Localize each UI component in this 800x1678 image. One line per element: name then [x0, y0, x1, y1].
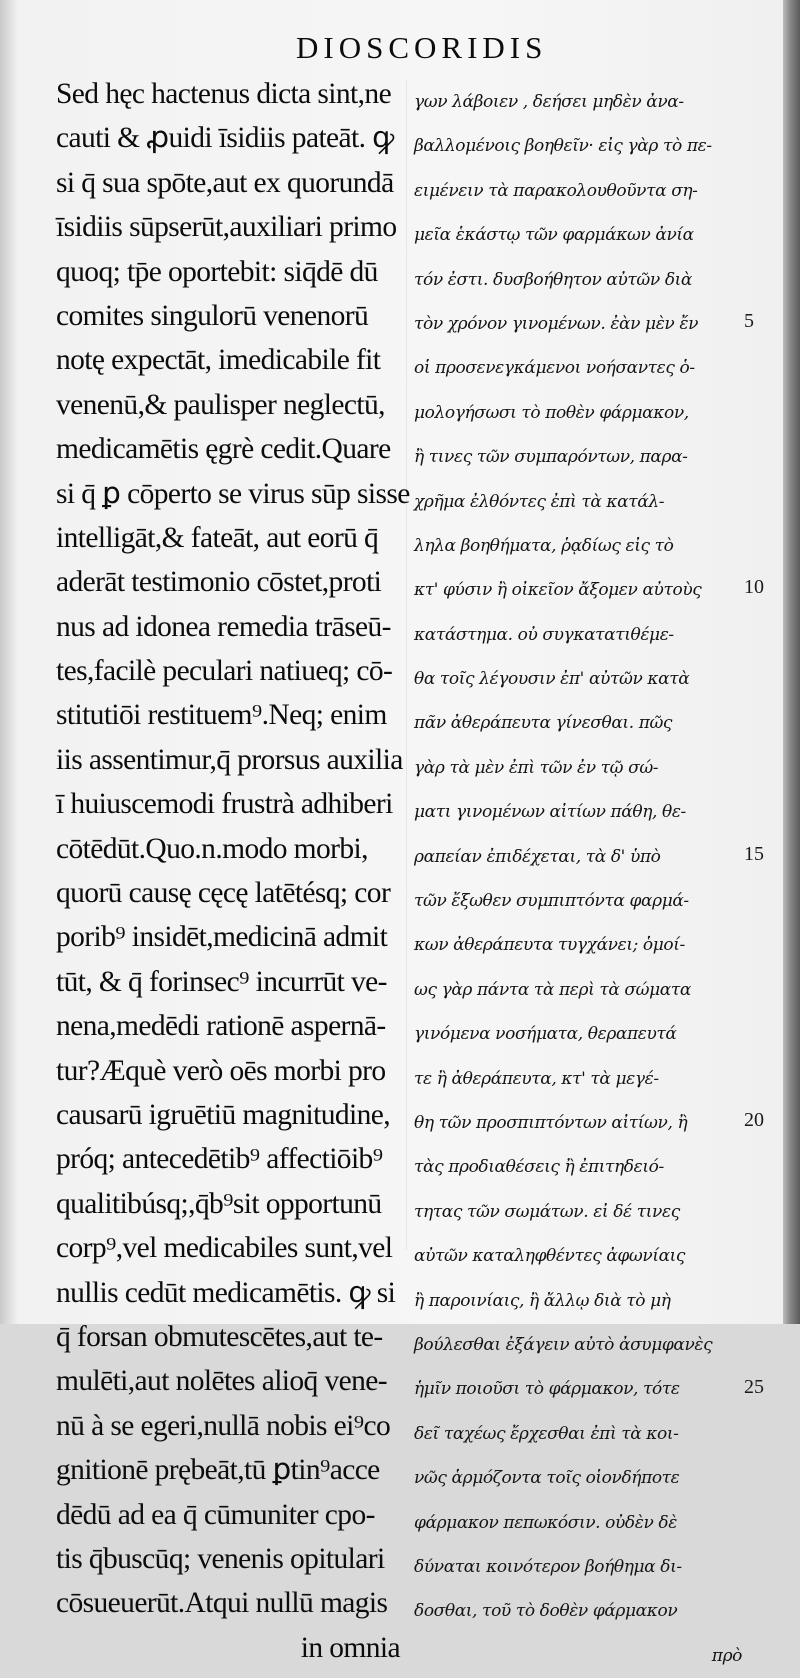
margin-line-number: 25: [744, 1375, 764, 1398]
latin-text-line: gnitionē prębeāt,tū ꝑtin⁹acce: [56, 1454, 380, 1487]
latin-text-line: ī huiuscemodi frustrà adhiberi: [56, 788, 393, 821]
latin-text-line: nū à se egeri,nullā nobis ei⁹co: [56, 1409, 391, 1442]
latin-text-line: aderāt testimonio cōstet,proti: [56, 566, 382, 599]
latin-text-line: próq; antecedētib⁹ affectiōib⁹: [56, 1143, 383, 1176]
greek-text-line: ἡμῖν ποιοῦσι τὸ φάρμακον, τότε: [414, 1379, 680, 1400]
page-edge: [783, 0, 800, 1324]
latin-text-line: cauti & ꝓuidi īsidiis pateāt. ꝙ: [56, 122, 394, 155]
latin-text-line: corp⁹,vel medicabiles sunt,vel: [56, 1232, 393, 1265]
greek-text-line: κτ' φύσιν ἢ οἰκεῖον ἄξομεν αὐτοὺς: [414, 580, 702, 601]
greek-text-line: μολογήσωσι τὸ ποθὲν φάρμακον,: [414, 402, 689, 423]
greek-text-line: γινόμενα νοσήματα, θεραπευτά: [414, 1024, 677, 1045]
greek-text-line: τόν ἐστι. δυσβοήθητον αὐτῶν διὰ: [414, 269, 693, 290]
margin-line-number: 20: [744, 1109, 764, 1132]
greek-text-line: ειμένειν τὰ παρακολουθοῦντα ση-: [414, 180, 698, 201]
latin-text-line: tur?Æquè verò oēs morbi pro: [56, 1054, 386, 1087]
greek-text-line: γὰρ τὰ μὲν ἐπὶ τῶν ἐν τῷ σώ-: [414, 757, 659, 778]
latin-text-line: causarū igruētiū magnitudine,: [56, 1098, 391, 1131]
greek-text-line: θη τῶν προσπιπτόντων αἰτίων, ἢ: [414, 1112, 688, 1133]
greek-text-line: νῶς ἁρμόζοντα τοῖς οἱονδήποτε: [414, 1468, 680, 1489]
greek-text-line: βούλεσθαι ἐξάγειν αὐτὸ ἀσυμφανὲς: [414, 1334, 713, 1355]
latin-text-line: si q̄ ꝑ cōperto se virus sūp sisse: [56, 477, 410, 510]
latin-text-line: porib⁹ insidēt,medicinā admit: [56, 921, 388, 954]
greek-text-line: δοσθαι, τοῦ τὸ δοθὲν φάρμακον: [414, 1601, 678, 1622]
greek-text-line: ἢ τινες τῶν συμπαρόντων, παρα-: [414, 447, 688, 468]
greek-text-line: πᾶν ἀθεράπευτα γίνεσθαι. πῶς: [414, 713, 673, 734]
latin-text-line: cōsueuerūt.Atqui nullū magis: [56, 1587, 388, 1620]
latin-text-line: tis q̄buscūq; venenis opitulari: [56, 1542, 385, 1575]
latin-text-line: mulēti,aut nolētes alioq̄ vene-: [56, 1365, 387, 1398]
greek-column: [414, 80, 746, 1678]
latin-text-line: venenū,& paulisper neglectū,: [56, 388, 385, 421]
greek-text-line: τητας τῶν σωμάτων. εἰ δέ τινες: [414, 1201, 680, 1222]
latin-column: [56, 72, 408, 1670]
greek-text-line: ληλα βοηθήματα, ῥᾳδίως εἰς τὸ: [414, 535, 674, 556]
latin-text-line: tūt, & q̄ forinsec⁹ incurrūt ve-: [56, 965, 387, 998]
latin-text-line: medicamētis ęgrè cedit.Quare: [56, 433, 391, 466]
latin-text-line: intelligāt,& fateāt, aut eorū q̄: [56, 521, 379, 554]
latin-text-line: q̄ forsan obmutescētes,aut te-: [56, 1320, 383, 1353]
latin-text-line: quoq; tp̄e oportebit: siq̄dē dū: [56, 255, 378, 288]
margin-line-number: 15: [744, 842, 764, 865]
latin-text-line: nullis cedūt medicamētis. ꝙ si: [56, 1276, 396, 1309]
latin-catchword: in omnia: [300, 1631, 400, 1664]
latin-text-line: stitutiōi restituem⁹.Neq; enim: [56, 699, 387, 732]
latin-text-line: si q̄ sua spōte,aut ex quorundā: [56, 166, 394, 199]
greek-text-line: κατάστημα. οὐ συγκατατιθέμε-: [414, 624, 674, 645]
latin-text-line: notę expectāt, imedicabile fit: [56, 344, 381, 377]
latin-text-line: quorū causę cęcę latētésq; cor: [56, 877, 391, 910]
margin-line-number: 10: [744, 576, 764, 599]
greek-text-line: δεῖ ταχέως ἔρχεσθαι ἐπὶ τὰ κοι-: [414, 1423, 679, 1444]
greek-text-line: δύναται κοινότερον βοήθημα δι-: [414, 1556, 682, 1577]
latin-text-line: nus ad idonea remedia trāseū-: [56, 610, 391, 643]
latin-text-line: Sed hęc hactenus dicta sint,ne: [56, 78, 392, 110]
greek-text-line: ματι γινομένων αἰτίων πάθη, θε-: [414, 802, 686, 823]
latin-text-line: tes,facilè peculari natiueq; cō-: [56, 655, 393, 688]
latin-text-line: nena,medēdi rationē aspernā-: [56, 1010, 386, 1043]
margin-line-number: 5: [744, 310, 754, 332]
greek-catchword: πρὸ: [711, 1645, 742, 1666]
greek-text-line: χρῆμα ἐλθόντες ἐπὶ τὰ κατάλ-: [414, 491, 665, 512]
latin-text-line: cōtēdūt.Quo.n.modo morbi,: [56, 832, 368, 865]
greek-text-line: κων ἀθεράπευτα τυγχάνει; ὁμοί-: [414, 935, 685, 956]
greek-text-line: ως γὰρ πάντα τὰ περὶ τὰ σώματα: [414, 979, 691, 1000]
greek-text-line: φάρμακον πεπωκόσιν. οὐδὲν δὲ: [414, 1512, 677, 1533]
latin-text-line: īsidiis sūpserūt,auxiliari primo: [56, 211, 397, 244]
latin-text-line: dēdū ad ea q̄ cūmuniter cpo-: [56, 1498, 375, 1531]
running-header: DIOSCORIDIS: [296, 30, 548, 65]
greek-text-line: μεῖα ἑκάστῳ τῶν φαρμάκων ἀνία: [414, 225, 694, 246]
greek-text-line: τῶν ἔξωθεν συμπιπτόντα φαρμά-: [414, 891, 689, 912]
greek-text-line: θα τοῖς λέγουσιν ἐπ' αὐτῶν κατὰ: [414, 669, 690, 690]
latin-text-line: iis assentimur,q̄ prorsus auxilia: [56, 743, 403, 776]
greek-text-line: τὰς προδιαθέσεις ἢ ἐπιτηδειό-: [414, 1157, 664, 1178]
greek-text-line: αὐτῶν καταληφθέντες ἀφωνίαις: [414, 1246, 686, 1267]
greek-text-line: τε ἢ ἀθεράπευτα, κτ' τὰ μεγέ-: [414, 1068, 659, 1089]
latin-text-line: qualitibúsq;,q̄b⁹sit opportunū: [56, 1187, 382, 1220]
greek-text-line: γων λάβοιεν , δεήσει μηδὲν ἀνα-: [414, 92, 684, 112]
greek-text-line: τὸν χρόνον γινομένων. ἐὰν μὲν ἔν: [414, 313, 699, 334]
greek-text-line: ραπείαν ἐπιδέχεται, τὰ δ' ὑπὸ: [414, 846, 661, 867]
greek-text-line: οἱ προσενεγκάμενοι νοήσαντες ὁ-: [414, 358, 695, 379]
greek-text-line: ἢ παροινίαις, ἢ ἄλλῳ διὰ τὸ μὴ: [414, 1290, 671, 1311]
greek-text-line: βαλλομένοις βοηθεῖν· εἰς γὰρ τὸ πε-: [414, 136, 712, 157]
latin-text-line: comites singulorū venenorū: [56, 299, 369, 332]
